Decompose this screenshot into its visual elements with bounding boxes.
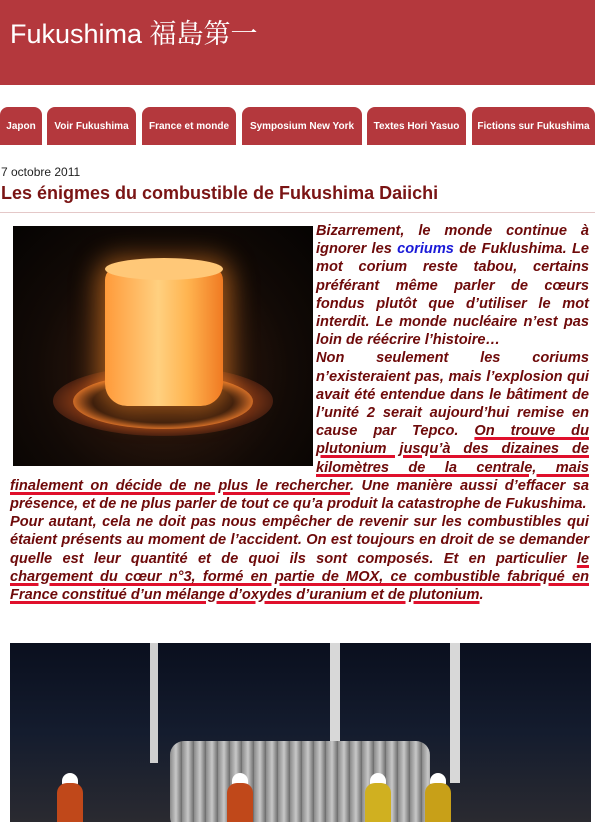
p3-underlined-text: le chargement du cœur n°3, formé en partie de MOX, ce combustible fabriqué en France constitué d’un mélange d’oxydes d’uranium et de plutonium: [10, 550, 589, 604]
p2-text-a: Non seulement les coriums n’existeraient pas, mais l’explosion qui avait été entendue dans le bâtiment de l’unité 2 serait aujourd’hui remise en cause par Tepco.: [316, 350, 589, 440]
photo-cask: [170, 741, 430, 822]
p1-text-b: de Fuklushima. Le mot corium reste tabou, certains préférant même parler de cœurs fondus plutôt que d’utiliser le mot interdit. Le monde nucléaire n’est pas loin de réécrire l’histoire…: [316, 241, 589, 349]
tab-fictions-sur-fukushima[interactable]: Fictions sur Fukushima: [472, 107, 595, 145]
p2-underlined-text: On trouve du plutonium jusqu’à des dizaines de kilomètres de la centrale, mais finalement on décide de ne plus le rechercher: [10, 423, 589, 494]
photo-worker: [57, 783, 83, 822]
photo-worker: [425, 783, 451, 822]
paragraph-3: [0, 513, 595, 604]
tab-symposium-new-york[interactable]: Symposium New York: [242, 107, 362, 145]
tab-textes-hori-yasuo[interactable]: Textes Hori Yasuo: [367, 107, 466, 145]
tab-france-et-monde[interactable]: France et monde: [142, 107, 236, 145]
p3-text-a: Pour autant, cela ne doit pas nous empêcher de revenir sur les combustibles qui étaient présents au moment de l’accident. On est toujours en droit de se demander quelle est leur quantité et de quoi ils sont composés. Et en particulier: [10, 514, 589, 567]
p2-text-b: . Une manière aussi d’effacer sa présence, et de ne plus parler de tout ce qu’a produit la catastrophe de Fukushima.: [10, 477, 589, 513]
p3-text-b: .: [479, 587, 484, 604]
title-divider: [0, 212, 595, 213]
nav-bar: [0, 107, 595, 145]
site-header: [0, 0, 595, 85]
photo-worker: [365, 783, 391, 822]
photo-crane-cable: [150, 643, 158, 763]
post-body: [0, 222, 595, 604]
photo-crane-cable: [330, 643, 340, 753]
post-title[interactable]: Les énigmes du combustible de Fukushima Daiichi: [1, 183, 439, 203]
p1-text-a: Bizarrement, le monde continue à ignorer les: [316, 223, 589, 258]
fuel-cask-photo: [10, 643, 591, 822]
photo-crane-cable: [450, 643, 460, 783]
coriums-link[interactable]: coriums: [397, 241, 454, 258]
post-date: 7 octobre 2011: [1, 165, 81, 179]
site-title[interactable]: Fukushima 福島第一: [10, 19, 258, 49]
tab-japon[interactable]: Japon: [0, 107, 42, 145]
image-float-spacer: [0, 222, 316, 468]
tab-voir-fukushima[interactable]: Voir Fukushima: [47, 107, 136, 145]
photo-worker: [227, 783, 253, 822]
